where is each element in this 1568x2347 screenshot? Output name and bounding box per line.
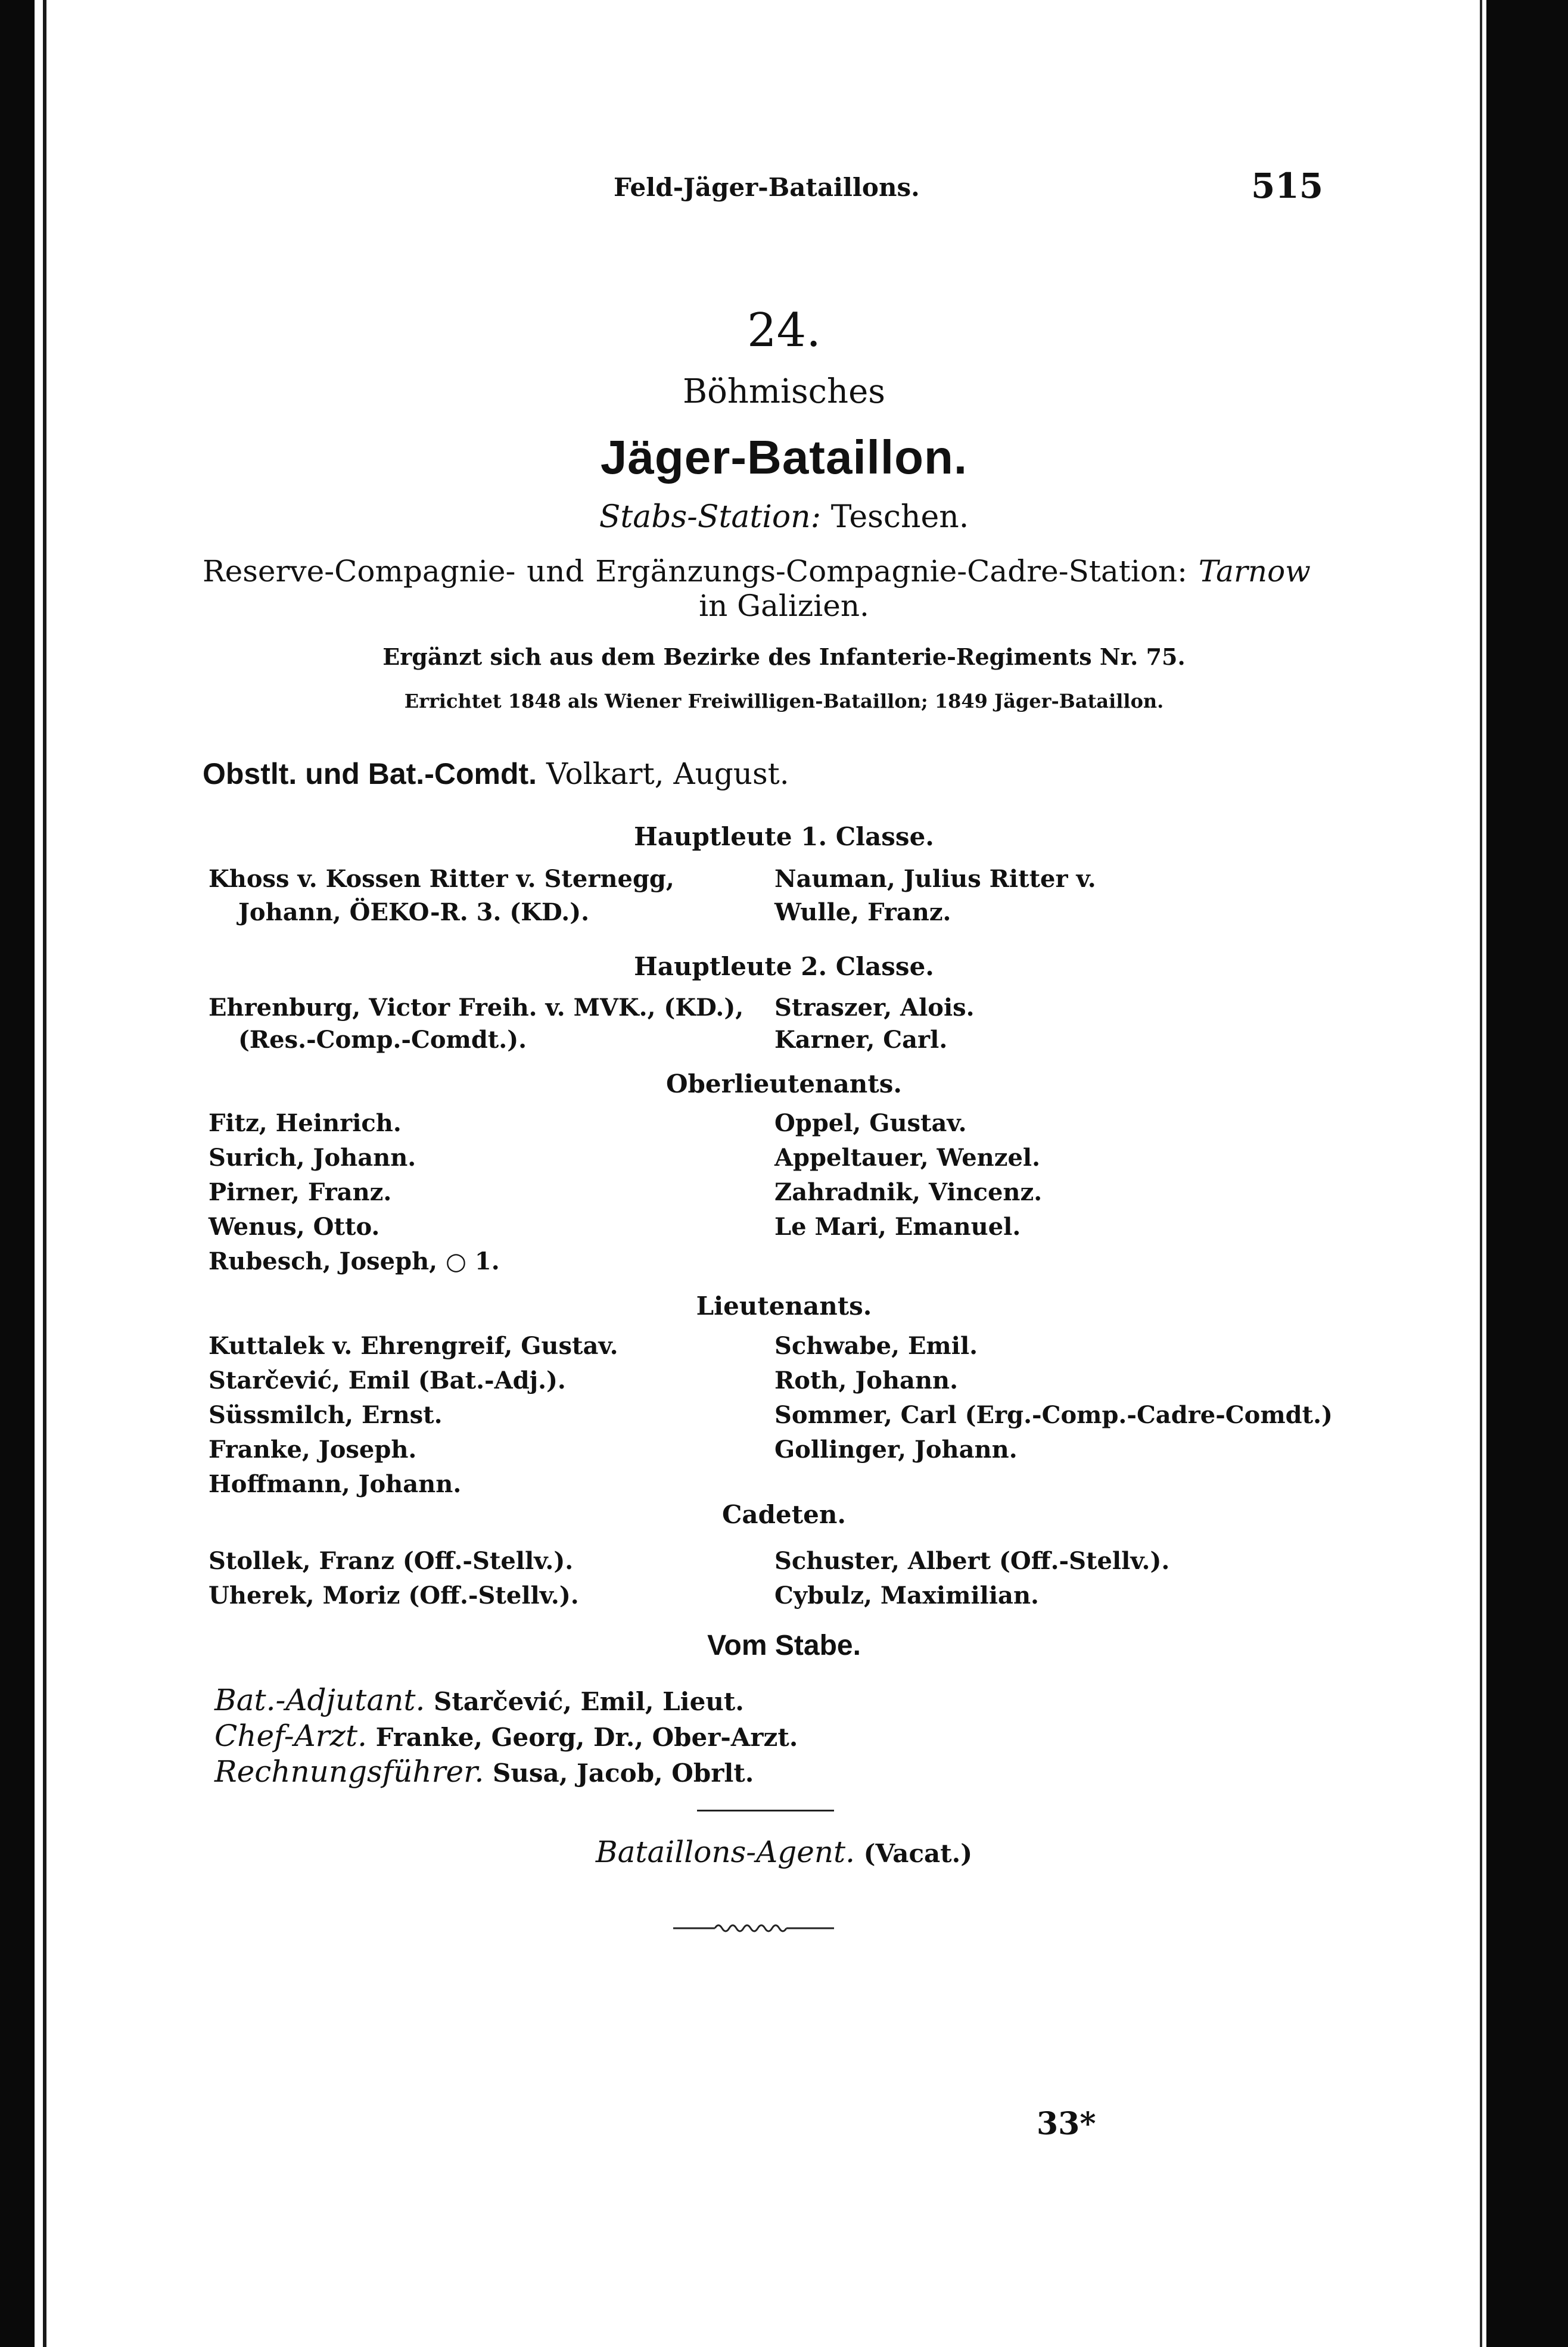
list-item: Karner, Carl.	[774, 1026, 948, 1054]
agent-value: (Vacat.)	[863, 1839, 973, 1868]
list-item: Ehrenburg, Victor Freih. v. MVK., (KD.),	[209, 994, 744, 1022]
recruitment-note: Ergänzt sich aus dem Bezirke des Infanterie-Regiments Nr. 75.	[382, 643, 1186, 670]
list-item: Wulle, Franz.	[774, 898, 951, 926]
running-title: Feld-Jäger-Bataillons.	[614, 173, 920, 202]
list-item: Fitz, Heinrich.	[209, 1109, 402, 1137]
staff-entry	[214, 1683, 744, 1717]
list-item: Oppel, Gustav.	[774, 1109, 967, 1137]
agent-line	[0, 1835, 1568, 1869]
staff-name: Susa, Jacob, Obrlt.	[493, 1758, 754, 1788]
signature-mark: 33*	[1037, 2106, 1096, 2142]
founding-note: Errichtet 1848 als Wiener Freiwilligen-Bataillon; 1849 Jäger-Bataillon.	[404, 690, 1164, 712]
station-line	[0, 499, 1568, 535]
list-item: Uherek, Moriz (Off.-Stellv.).	[209, 1582, 579, 1610]
staff-role: Bat.-Adjutant.	[214, 1683, 425, 1717]
list-item: Wenus, Otto.	[209, 1213, 380, 1241]
list-item: Cybulz, Maximilian.	[774, 1582, 1039, 1610]
list-item: Hoffmann, Johann.	[209, 1470, 462, 1498]
unit-title: Jäger-Bataillon.	[600, 431, 968, 484]
list-item: Schwabe, Emil.	[774, 1332, 978, 1360]
list-item: Pirner, Franz.	[209, 1178, 392, 1206]
list-item: (Res.-Comp.-Comdt.).	[238, 1026, 527, 1054]
list-item: Starčević, Emil (Bat.-Adj.).	[209, 1367, 566, 1394]
section-heading-oberlieutenants: Oberlieutenants.	[665, 1069, 903, 1098]
page-number: 515	[1251, 166, 1324, 206]
list-item: Khoss v. Kossen Ritter v. Sternegg,	[209, 865, 674, 893]
commander-line	[203, 757, 789, 791]
staff-entry	[214, 1754, 754, 1789]
unit-number: 24.	[746, 304, 822, 357]
commander-name: Volkart, August.	[546, 757, 789, 791]
staff-name: Starčević, Emil, Lieut.	[433, 1687, 744, 1716]
reserve-station-line-2: in Galizien.	[699, 589, 869, 623]
station-label: Stabs-Station:	[599, 499, 822, 535]
list-item: Süssmilch, Ernst.	[209, 1401, 443, 1429]
station-value: Teschen.	[830, 499, 969, 535]
staff-role: Chef-Arzt.	[214, 1719, 368, 1753]
list-item: Le Mari, Emanuel.	[774, 1213, 1021, 1241]
list-item: Kuttalek v. Ehrengreif, Gustav.	[209, 1332, 618, 1360]
list-item: Roth, Johann.	[774, 1367, 959, 1394]
staff-entry	[214, 1719, 798, 1753]
list-item: Rubesch, Joseph, ○ 1.	[209, 1247, 500, 1275]
section-heading-hauptleute-2: Hauptleute 2. Classe.	[634, 952, 934, 981]
agent-label: Bataillons-Agent.	[595, 1835, 855, 1869]
reserve-word: Reserve-Compagnie-	[203, 554, 516, 589]
list-item: Nauman, Julius Ritter v.	[774, 865, 1096, 893]
section-heading-lieutenants: Lieutenants.	[696, 1291, 872, 1321]
list-item: Straszer, Alois.	[774, 994, 975, 1022]
reserve-word: Ergänzungs-Compagnie-Cadre-Station:	[595, 554, 1188, 589]
divider-rule	[697, 1810, 834, 1811]
reserve-station-line	[203, 554, 1311, 589]
reserve-location: Tarnow	[1198, 554, 1311, 589]
list-item: Zahradnik, Vincenz.	[774, 1178, 1043, 1206]
unit-kind: Böhmisches	[683, 372, 885, 411]
list-item: Appeltauer, Wenzel.	[774, 1144, 1041, 1172]
list-item: Sommer, Carl (Erg.-Comp.-Cadre-Comdt.)	[774, 1401, 1333, 1429]
list-item: Franke, Joseph.	[209, 1436, 417, 1464]
commander-rank: Obstlt. und Bat.-Comdt.	[203, 757, 537, 790]
list-item: Johann, ÖEKO-R. 3. (KD.).	[238, 898, 590, 926]
list-item: Gollinger, Johann.	[774, 1436, 1018, 1464]
reserve-word: und	[527, 554, 584, 589]
staff-name: Franke, Georg, Dr., Ober-Arzt.	[375, 1723, 798, 1752]
section-heading-staff: Vom Stabe.	[707, 1630, 861, 1661]
list-item: Schuster, Albert (Off.-Stellv.).	[774, 1547, 1170, 1575]
section-heading-cadeten: Cadeten.	[721, 1500, 846, 1529]
list-item: Surich, Johann.	[209, 1144, 416, 1172]
section-heading-hauptleute-1: Hauptleute 1. Classe.	[634, 822, 934, 851]
list-item: Stollek, Franz (Off.-Stellv.).	[209, 1547, 574, 1575]
ornamental-divider	[673, 1921, 834, 1935]
staff-role: Rechnungsführer.	[214, 1754, 484, 1789]
